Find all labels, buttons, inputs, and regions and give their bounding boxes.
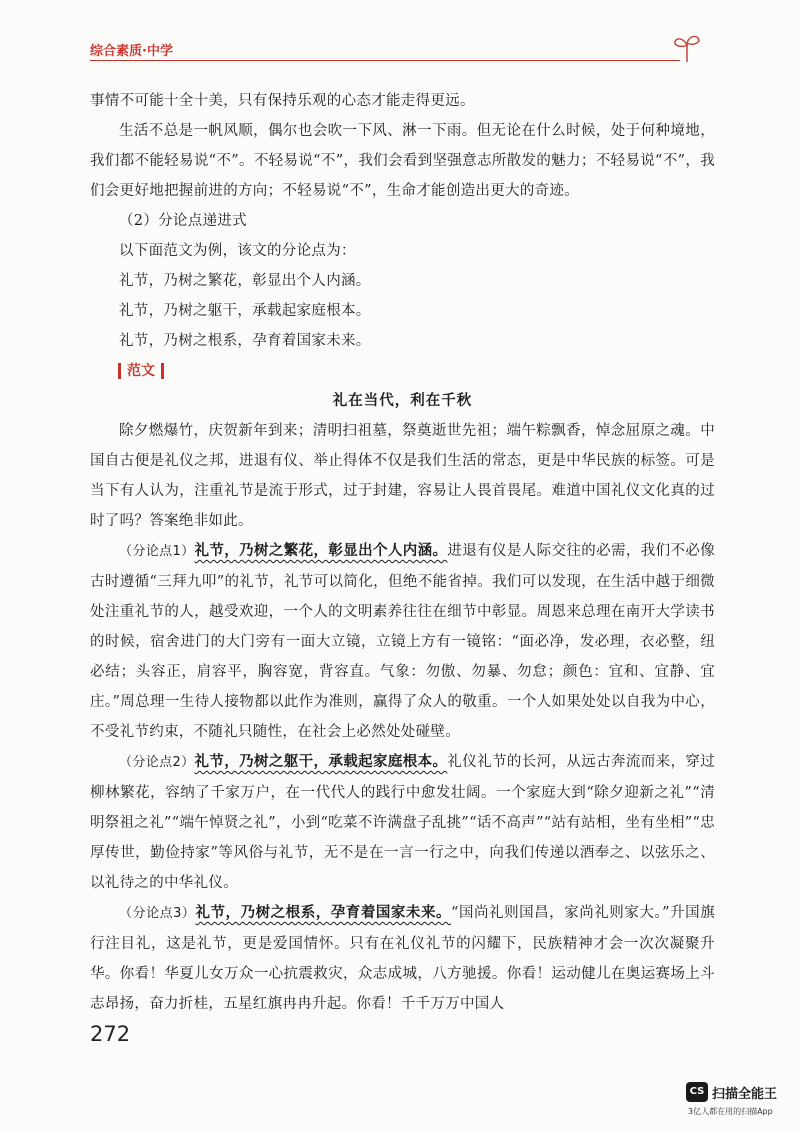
paragraph: 事情不可能十全十美，只有保持乐观的心态才能走得更远。 xyxy=(90,93,475,109)
essay-title: 礼在当代，利在千秋 xyxy=(332,392,473,409)
page-content xyxy=(90,86,715,1019)
watermark-subtitle: 3亿人都在用的扫描App xyxy=(688,1107,773,1116)
point-label: （分论点1） xyxy=(119,544,195,559)
section-body: “国尚礼则国昌，家尚礼则家大。”升国旗行注目礼，这是礼节，更是爱国情怀。只有在礼仪礼节的闪耀下，民族精神才会一次次凝聚升华。你看！华夏儿女万众一心抗震救灾，众志成城，八方驰援。你看！运动健儿在奥运赛场上斗志昂扬，奋力折桂，五星红旗冉冉升起。你看！千千万万中国人 xyxy=(90,905,715,1012)
sub-point: 礼节，乃树之根系，孕育着国家未来。 xyxy=(119,333,371,349)
essay-section xyxy=(90,747,715,898)
sub-point: 礼节，乃树之躯干，承载起家庭根本。 xyxy=(119,303,371,319)
point-label: （分论点3） xyxy=(119,906,196,921)
point-text: 礼节，乃树之根系，孕育着国家未来。 xyxy=(195,904,452,921)
essay-intro: 除夕燃爆竹，庆贺新年到来；清明扫祖墓，祭奠逝世先祖；端午粽飘香，悼念屈原之魂。中国自古便是礼仪之邦，进退有仪、举止得体不仅是我们生活的常态，更是中华民族的标签。可是当下有人认为，注重礼节是流于形式，过于封建，容易让人畏首畏尾。难道中国礼仪文化真的过时了吗？答案绝非如此。 xyxy=(90,423,715,529)
sample-essay-tag: 范文 xyxy=(118,363,164,379)
scanner-watermark xyxy=(686,1080,796,1126)
section-heading: （2）分论点递进式 xyxy=(119,213,247,229)
point-text: 礼节，乃树之躯干，承载起家庭根本。 xyxy=(194,753,448,770)
essay-section xyxy=(90,898,715,1019)
section-body: 礼仪礼节的长河，从远古奔流而来，穿过柳林繁花，容纳了千家万户，在一代代人的践行中愈发壮阔。一个家庭大到“除夕迎新之礼”“清明祭祖之礼”“端午悼贤之礼”，小到“吃菜不许满盘子乱挑”“话不高声”“站有站相，坐有坐相”“忠厚传世，勤俭持家”等风俗与礼节，无不是在一言一行之中，向我们传递以酒奉之、以弦乐之、以礼待之的中华礼仪。 xyxy=(90,754,715,891)
sub-point: 礼节，乃树之繁花，彰显出个人内涵。 xyxy=(119,273,371,289)
watermark-name: 扫描全能王 xyxy=(712,1087,778,1102)
camscanner-logo-icon: CS xyxy=(686,1082,708,1102)
intro-line: 以下面范文为例，该文的分论点为： xyxy=(119,243,356,259)
header-title: 综合素质·中学 xyxy=(90,44,173,59)
page-header xyxy=(90,30,705,66)
paragraph: 生活不总是一帆风顺，偶尔也会吹一下风、淋一下雨。但无论在什么时候，处于何种境地，我们都不能轻易说“不”。不轻易说“不”，我们会看到坚强意志所散发的魅力；不轻易说“不”，我们会更好地把握前进的方向；不轻易说“不”，生命才能创造出更大的奇迹。 xyxy=(90,123,715,199)
section-body: 进退有仪是人际交往的必需，我们不必像古时遵循“三拜九叩”的礼节，礼节可以简化，但绝不能省掉。我们可以发现，在生活中越于细微处注重礼节的人，越受欢迎，一个人的文明素养往往在细节中彰显。周恩来总理在南开大学读书的时候，宿舍进门的大门旁有一面大立镜，立镜上方有一镜铭：“面必净，发必理，衣必整，纽必结；头容正，肩容平，胸容宽，背容直。气象：勿傲、勿暴、勿怠；颜色：宜和、宜静、宜庄。”周总理一生待人接物都以此作为准则，赢得了众人的敬重。一个人如果处处以自我为中心，不受礼节约束，不随礼只随性，在社会上必然处处碰壁。 xyxy=(90,543,715,740)
sprout-icon xyxy=(672,32,702,64)
point-text: 礼节，乃树之繁花，彰显出个人内涵。 xyxy=(194,542,448,559)
page-number: 272 xyxy=(90,1022,131,1046)
header-rule xyxy=(90,60,680,61)
essay-section xyxy=(90,536,715,747)
point-label: （分论点2） xyxy=(119,755,195,770)
